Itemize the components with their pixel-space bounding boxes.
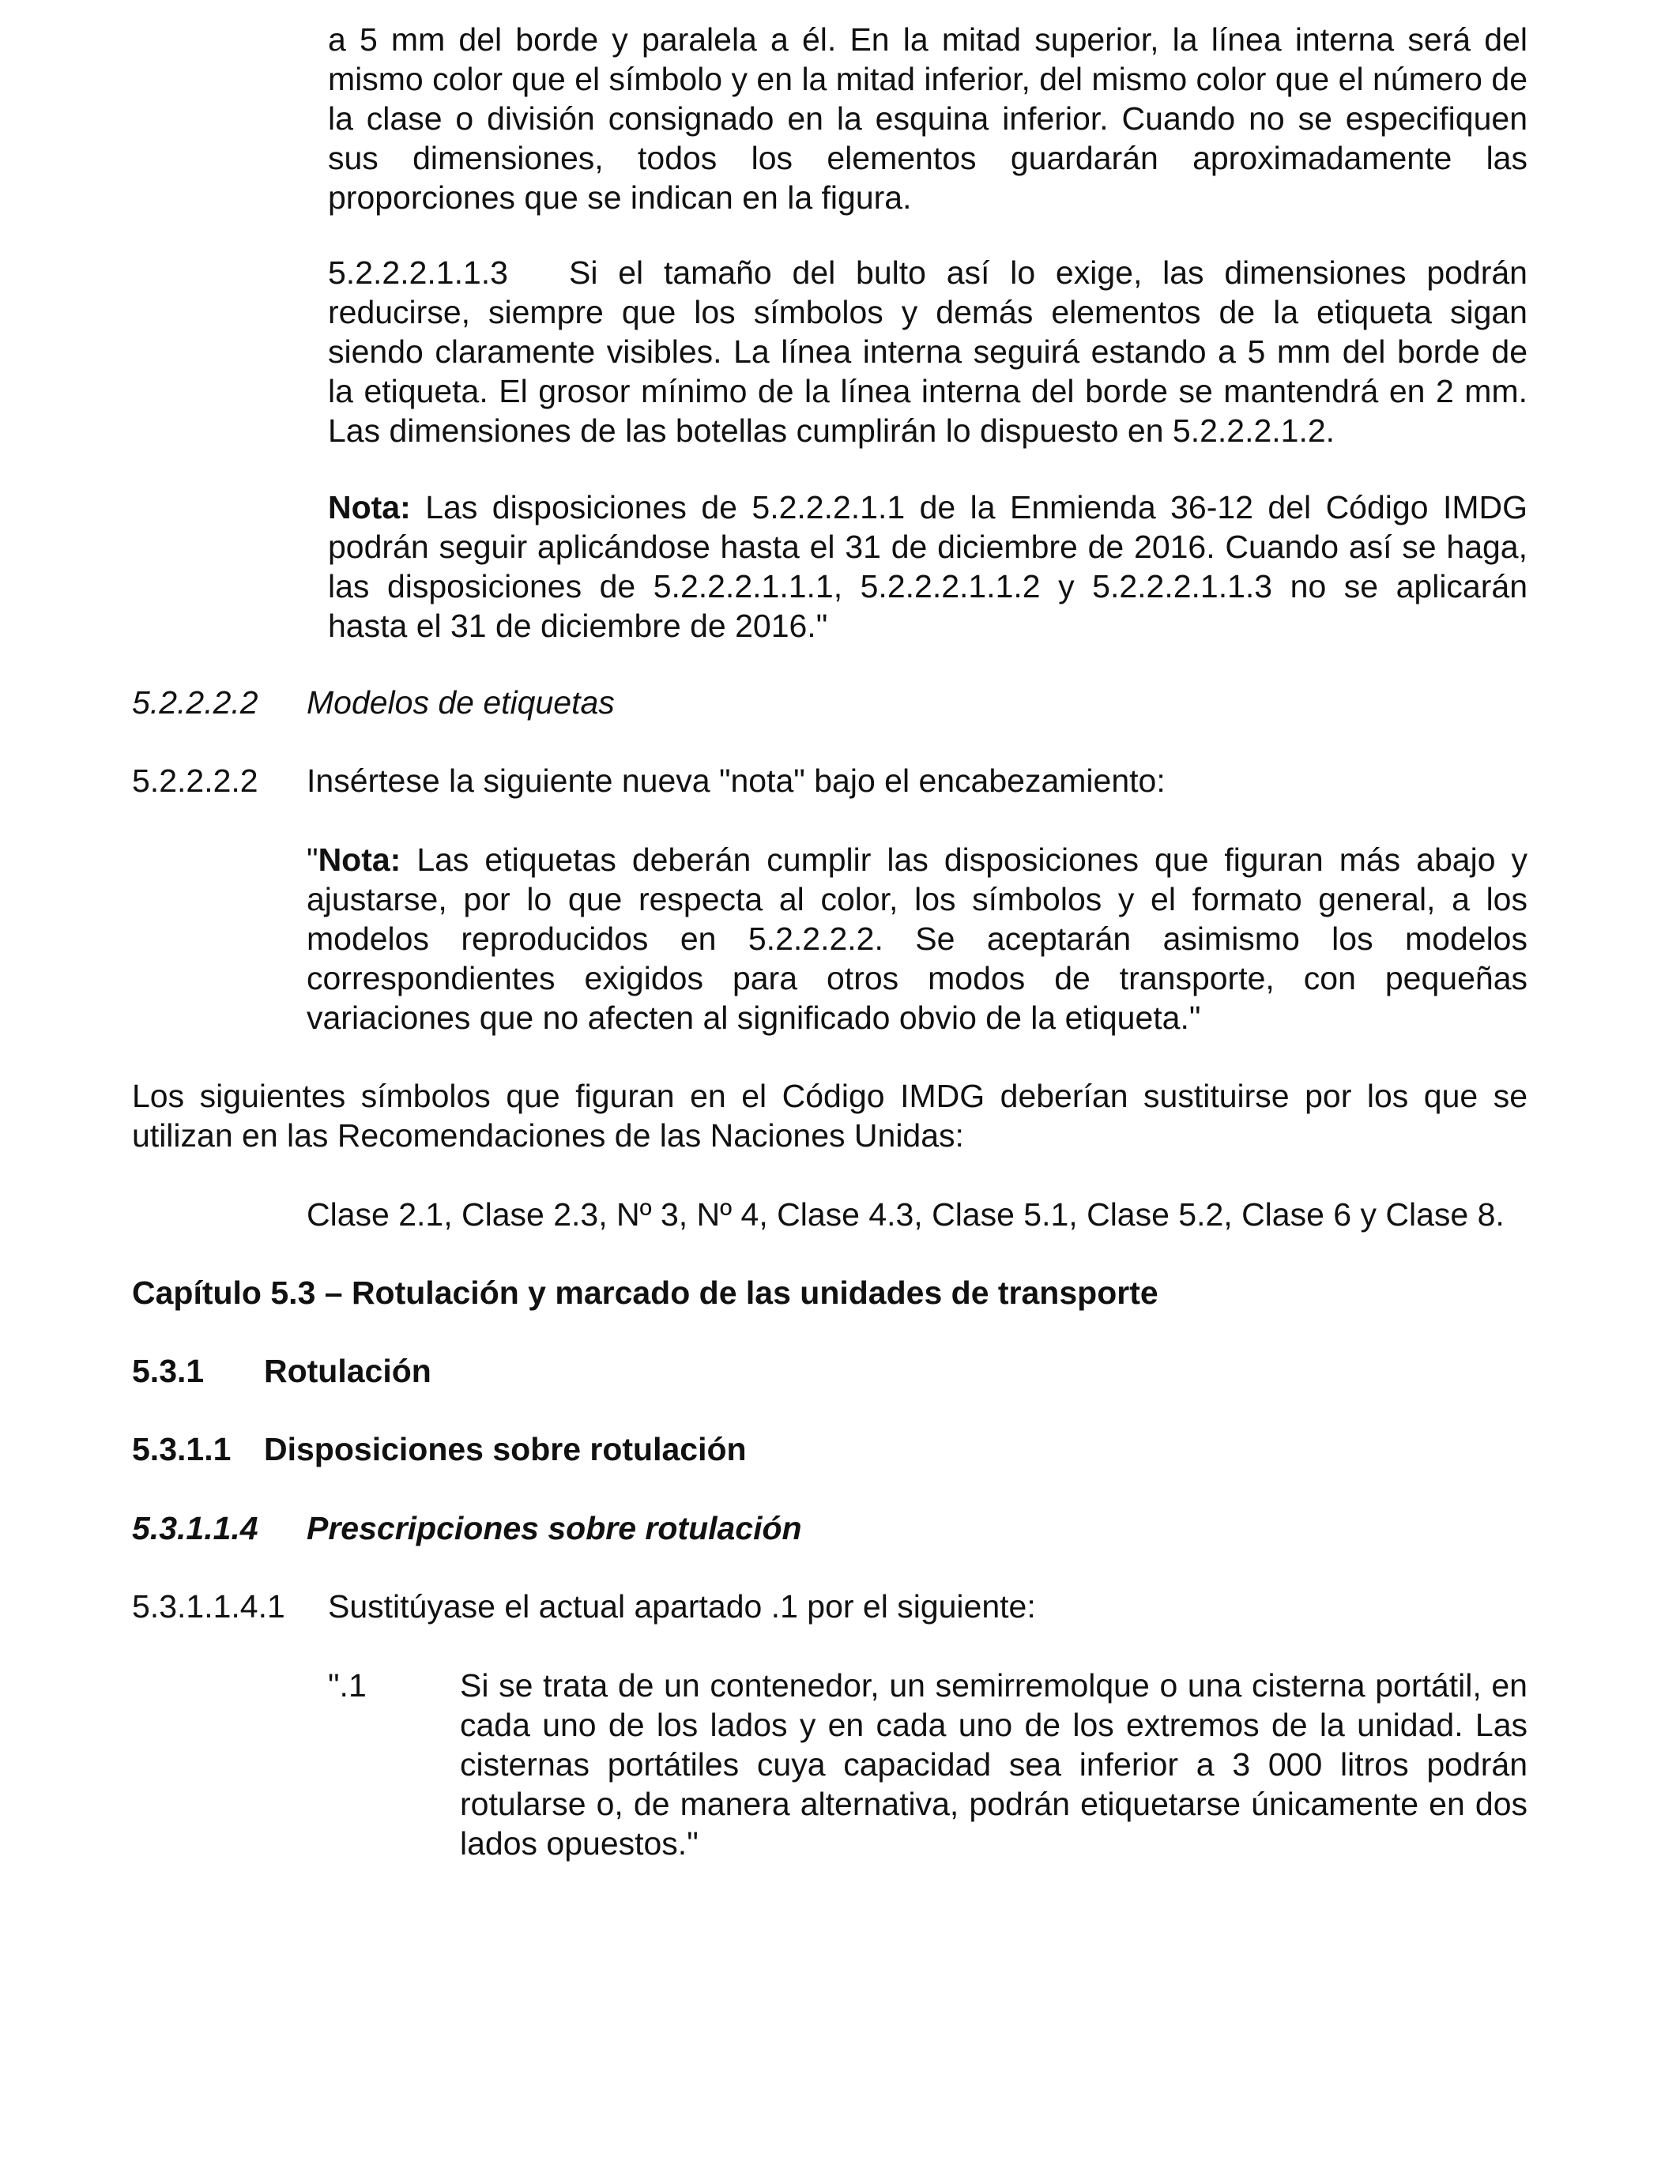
paragraph-number: 5.2.2.2.2 xyxy=(132,763,258,799)
paragraph-text: Sustitúyase el actual apartado .1 por el siguiente: xyxy=(328,1588,1036,1625)
class-list: Clase 2.1, Clase 2.3, Nº 3, Nº 4, Clase 4.3, Clase 5.1, Clase 5.2, Clase 6 y Clase 8. xyxy=(307,1196,1505,1233)
section-number: 5.3.1.1 xyxy=(132,1431,232,1467)
paragraph-text: Si el tamaño del bulto así lo exige, las dimensiones podrán reducirse, siempre que los símbolos y demás elementos de la etiqueta sigan siendo claramente visibles. La línea interna seguirá estando a 5 mm del borde de la etiqueta. El grosor mínimo de la línea interna del borde se mantendrá en 2 mm. Las dimensiones de las botellas cumplirán lo dispuesto en 5.2.2.2.1.2. xyxy=(328,254,1527,449)
section-title: Disposiciones sobre rotulación xyxy=(264,1431,747,1467)
note-paragraph-labels xyxy=(307,840,1527,1037)
section-title: Prescripciones sobre rotulación xyxy=(307,1510,802,1546)
note-label: Nota: xyxy=(328,489,411,525)
paragraph-5-3-1-1-4-1 xyxy=(132,1587,1036,1626)
paragraph-symbols: Los siguientes símbolos que figuran en el Código IMDG deberían sustituirse por los que se utilizan en las Recomendaciones de las Naciones Unidas: xyxy=(132,1078,1527,1154)
section-heading-5-3-1-1-4 xyxy=(132,1508,802,1548)
paragraph-5-2-2-2-2 xyxy=(132,761,1166,800)
note-label: Nota: xyxy=(318,842,401,878)
section-number: 5.2.2.2.2 xyxy=(132,684,258,721)
note-text: Las disposiciones de 5.2.2.2.1.1 de la Enmienda 36-12 del Código IMDG podrán seguir aplicándose hasta el 31 de diciembre de 2016. Cuando así se haga, las disposiciones de 5.2.2.2.1.1.1, 5.2.2.2.1.1.2 y 5.2.2.2.1.1.3 no se aplicarán hasta el 31 de diciembre de 2016." xyxy=(328,489,1527,644)
paragraph-text: Insértese la siguiente nueva "nota" bajo el encabezamiento: xyxy=(307,763,1166,799)
section-title: Modelos de etiquetas xyxy=(307,684,615,721)
section-heading-5-3-1 xyxy=(132,1351,431,1391)
note-text: Las etiquetas deberán cumplir las disposiciones que figuran más abajo y ajustarse, por lo que respecta al color, los símbolos y el formato general, a los modelos reproducidos en 5.2.2.2.2. Se aceptarán asimismo los modelos correspondientes exigidos para otros modos de transporte, con pequeñas variaciones que no afecten al significado obvio de la etiqueta." xyxy=(307,842,1527,1036)
paragraph-continuation: a 5 mm del borde y paralela a él. En la mitad superior, la línea interna será del mismo color que el símbolo y en la mitad inferior, del mismo color que el número de la clase o división consignado en la esquina inferior. Cuando no se especifiquen sus dimensiones, todos los elementos guardarán aproximadamente las proporciones que se indican en la figura. xyxy=(328,21,1527,216)
section-heading-models xyxy=(132,683,615,722)
paragraph-5-2-2-2-1-1-3 xyxy=(328,253,1527,450)
list-item-marker: ".1 xyxy=(328,1667,367,1704)
section-number: 5.3.1.1.4 xyxy=(132,1510,258,1546)
paragraph-number: 5.3.1.1.4.1 xyxy=(132,1588,285,1625)
paragraph-number: 5.2.2.2.1.1.3 xyxy=(328,254,508,291)
section-heading-5-3-1-1 xyxy=(132,1429,747,1469)
list-item-text: Si se trata de un contenedor, un semirremolque o una cisterna portátil, en cada uno de los lados y en cada uno de los extremos de la unidad. Las cisternas portátiles cuya capacidad sea inferior a 3 000 litros podrán rotularse o, de manera alternativa, podrán etiquetarse únicamente en dos lados opuestos." xyxy=(460,1667,1527,1862)
section-title: Rotulación xyxy=(264,1353,431,1389)
open-quote: " xyxy=(307,842,318,878)
chapter-heading: Capítulo 5.3 – Rotulación y marcado de las unidades de transporte xyxy=(132,1275,1158,1311)
section-number: 5.3.1 xyxy=(132,1353,205,1389)
note-paragraph xyxy=(328,488,1527,646)
